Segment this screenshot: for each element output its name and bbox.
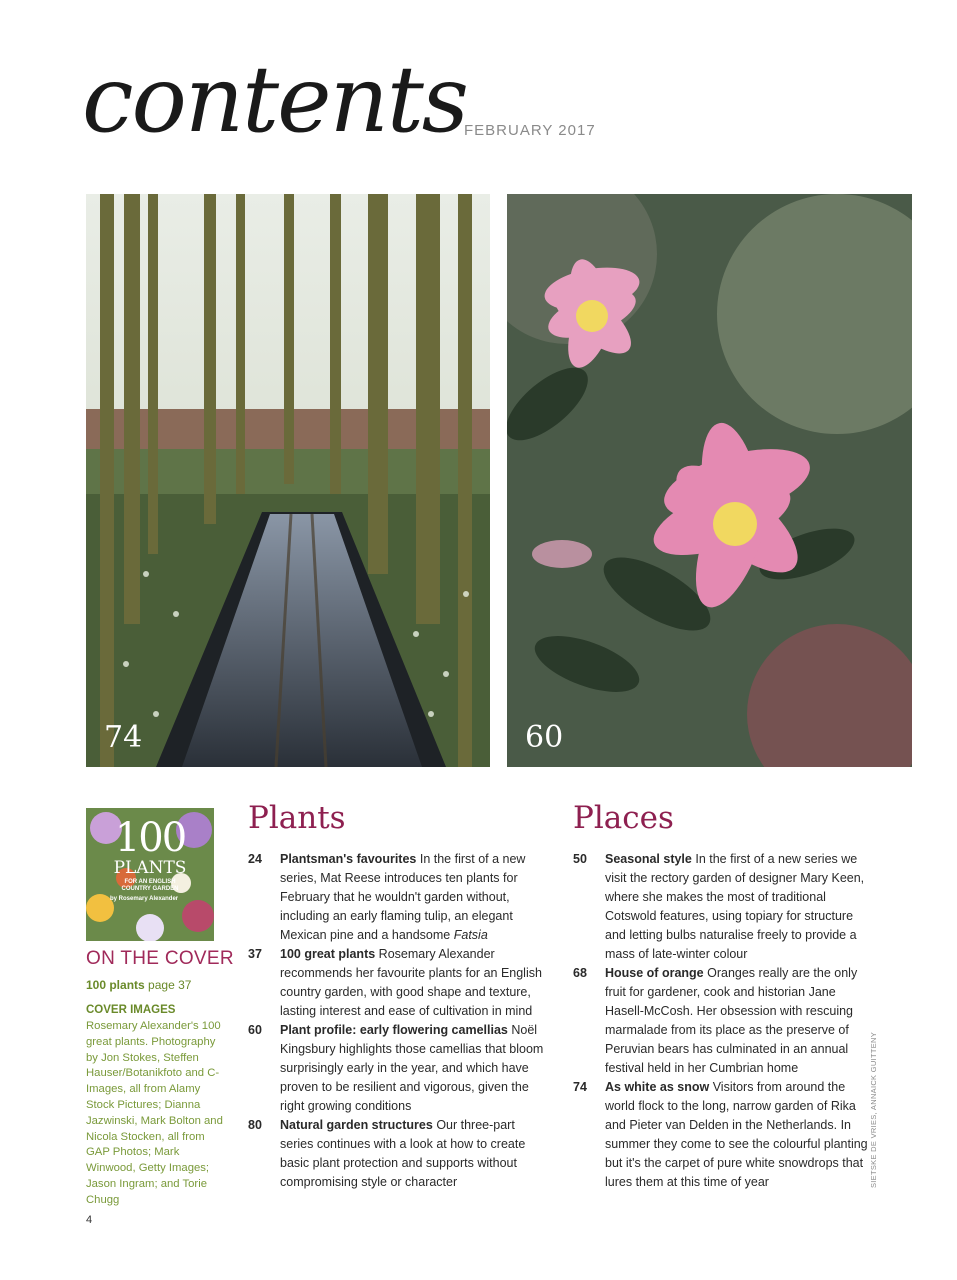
entry-description: In the first of a new series we visit the rectory garden of designer Mary Keen, where she makes the most of traditional Cotswold features, using topiary for structure and letting bulbs naturalise freely to provide a mass of late-winter colour — [605, 852, 865, 961]
entry-title: Natural garden structures — [280, 1118, 433, 1132]
entry-page-number: 74 — [573, 1080, 587, 1094]
garden-canal-photo[interactable] — [86, 194, 490, 767]
cover-thumbnail[interactable] — [86, 808, 214, 941]
entry-description: Our three-part series continues with a look at how to create basic plant protection and supports without compromising style or character — [280, 1118, 526, 1189]
contents-entry[interactable] — [248, 850, 548, 945]
contents-entry[interactable] — [573, 850, 873, 964]
contents-entry[interactable] — [248, 1116, 548, 1192]
cover-number: 100 — [114, 815, 186, 861]
entry-title: House of orange — [605, 966, 704, 980]
page-number: 4 — [86, 1214, 93, 1226]
plants-heading: Plants — [248, 800, 346, 836]
camellia-flower-photo[interactable] — [507, 194, 912, 767]
entry-page-number: 37 — [248, 947, 262, 961]
places-heading: Places — [573, 800, 674, 836]
entry-description-italic: Fatsia — [453, 928, 488, 942]
photo-page-ref: 60 — [525, 720, 564, 755]
entry-title: Plant profile: early flowering camellias — [280, 1023, 508, 1037]
entry-page-number: 24 — [248, 852, 262, 866]
cover-credits: Rosemary Alexander's 100 great plants. Photography by Jon Stokes, Steffen Hauser/Botanikfoto and C-Images, all from Alamy Stock Pictures; Dianna Jazwinski, Mark Bolton and Nicola Stocken, all from GAP Photos; Mark Winwood, Getty Images; Jason Ingram; and Torie Chugg — [86, 1020, 223, 1206]
entry-page-number: 68 — [573, 966, 587, 980]
contents-entry[interactable] — [573, 1078, 873, 1192]
contents-entry[interactable] — [248, 1021, 548, 1116]
entry-title: Plantsman's favourites — [280, 852, 417, 866]
cover-author: by Rosemary Alexander — [110, 896, 179, 902]
entry-page-number: 60 — [248, 1023, 262, 1037]
entry-description: Noël Kingsbury highlights those camellias that bloom surprisingly early in the year, and which have proven to be resilient and vigorous, given the right growing conditions — [280, 1023, 544, 1113]
entry-title: 100 great plants — [280, 947, 376, 961]
page-title: contents — [82, 46, 468, 153]
places-list — [573, 850, 873, 1192]
cover-plants-ref[interactable]: 100 plants page 37 — [86, 978, 192, 992]
cover-word: PLANTS — [113, 858, 187, 878]
on-the-cover-heading: ON THE COVER — [86, 948, 234, 969]
photo-credit: SIETSKE DE VRIES, ANNAICK GUITTENY — [869, 1031, 878, 1188]
entry-title: As white as snow — [605, 1080, 710, 1094]
photo-page-ref: 74 — [104, 720, 143, 755]
issue-date: FEBRUARY 2017 — [464, 122, 596, 139]
entry-page-number: 80 — [248, 1118, 262, 1132]
cover-subtitle: FOR AN ENGLISH COUNTRY GARDEN — [121, 879, 179, 893]
plants-list — [248, 850, 548, 1192]
entry-page-number: 50 — [573, 852, 587, 866]
entry-description: In the first of a new series, Mat Reese introduces ten plants for February that he wouldn't garden without, including an early flaming tulip, an elegant Mexican pine and a handsome — [280, 852, 526, 942]
entry-description: Rosemary Alexander recommends her favourite plants for an English country garden, with good shape and texture, lasting interest and ease of cultivation in mind — [280, 947, 542, 1018]
entry-description: Oranges really are the only fruit for gardener, cook and historian Jane Hasell-McCosh. Her obsession with rescuing marmalade from its place as the preserve of Peruvian bears has culminated in an annual festival held in her Cumbrian home — [605, 966, 858, 1075]
entry-title: Seasonal style — [605, 852, 692, 866]
entry-description: Visitors from around the world flock to the long, narrow garden of Rika and Pieter van Delden in the Netherlands. In summer they come to see the colourful planting but it's the carpet of pure white snowdrops that lures them at this time of year — [605, 1080, 868, 1189]
contents-entry[interactable] — [248, 945, 548, 1021]
cover-images-heading: COVER IMAGES — [86, 1004, 176, 1016]
contents-entry[interactable] — [573, 964, 873, 1078]
